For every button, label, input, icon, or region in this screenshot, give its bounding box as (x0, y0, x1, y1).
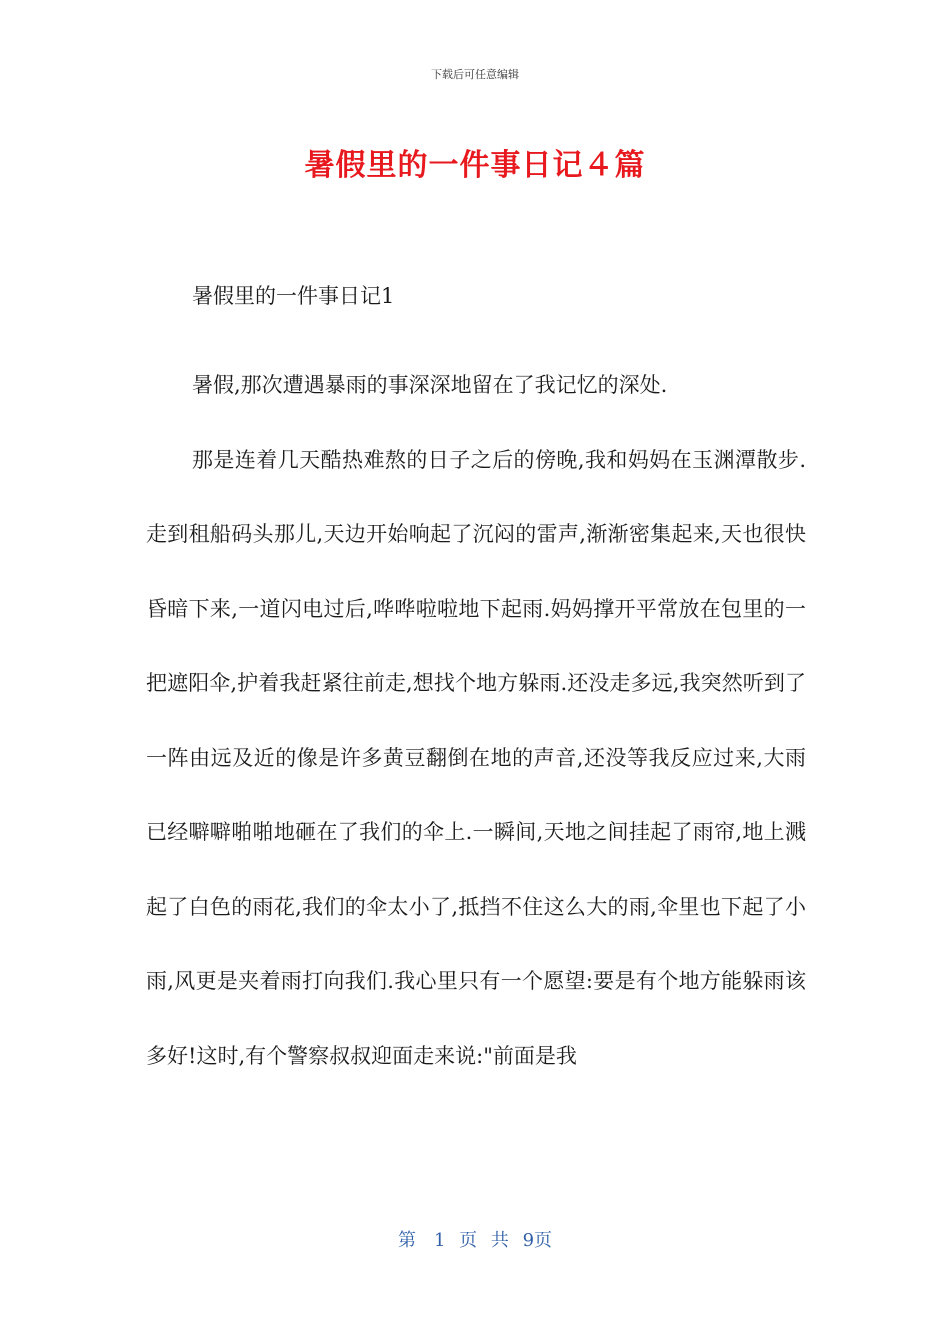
paragraph-1: 暑假,那次遭遇暴雨的事深深地留在了我记忆的深处. (192, 373, 668, 397)
document-body (146, 348, 806, 1093)
header-note: 下载后可任意编辑 (431, 68, 519, 81)
section-subtitle: 暑假里的一件事日记1 (192, 284, 395, 308)
paragraph-2: 那是连着几天酷热难熬的日子之后的傍晚,我和妈妈在玉渊潭散步.走到租船码头那儿,天边开始响起了沉闷的雷声,渐渐密集起来,天也很快昏暗下来,一道闪电过后,哗哗啦啦地下起雨.妈妈撑开平常放在包里的一把遮阳伞,护着我赶紧往前走,想找个地方躲雨.还没走多远,我突然听到了一阵由远及近的像是许多黄豆翻倒在地的声音,还没等我反应过来,大雨已经噼噼啪啪地砸在了我们的伞上.一瞬间,天地之间挂起了雨帘,地上溅起了白色的雨花,我们的伞太小了,抵挡不住这么大的雨,伞里也下起了小雨,风更是夹着雨打向我们.我心里只有一个愿望:要是有个地方能躲雨该多好!这时,有个警察叔叔迎面走来说:"前面是我 (146, 447, 806, 1068)
page-number: 第 1 页 共 9页 (397, 1230, 553, 1251)
document-title: 暑假里的一件事日记４篇 (304, 148, 646, 183)
